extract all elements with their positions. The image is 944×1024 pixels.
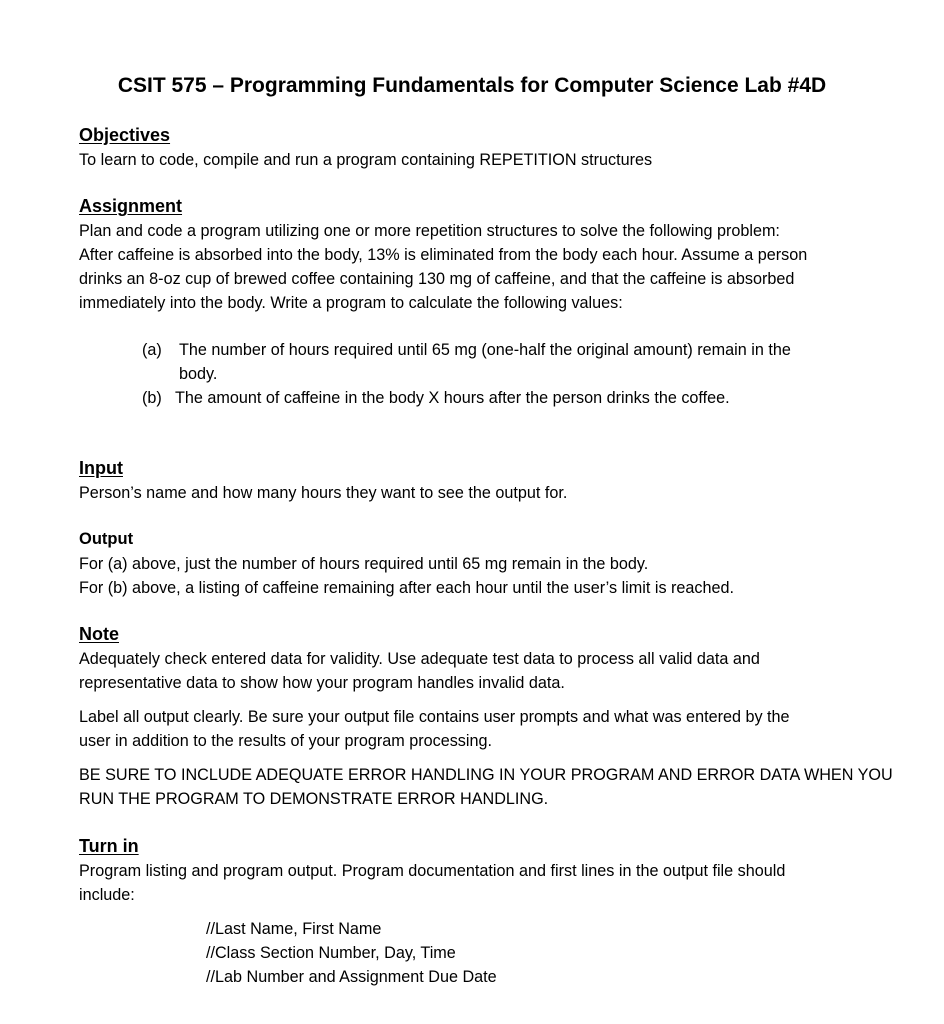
objectives-text: To learn to code, compile and run a program containing REPETITION structures bbox=[79, 151, 653, 169]
document-title: CSIT 575 – Programming Fundamentals for Computer Science Lab #4D bbox=[117, 74, 827, 97]
input-text: Person’s name and how many hours they want to see the output for. bbox=[79, 484, 568, 502]
note-p3-line-1: BE SURE TO INCLUDE ADEQUATE ERROR HANDLING IN YOUR PROGRAM AND ERROR DATA WHEN YOU bbox=[79, 766, 893, 784]
note-p1-line-2: representative data to show how your program handles invalid data. bbox=[79, 674, 565, 692]
output-line-1: For (a) above, just the number of hours required until 65 mg remain in the body. bbox=[79, 555, 649, 573]
list-item-a-line-1: The number of hours required until 65 mg (one-half the original amount) remain in the bbox=[179, 341, 791, 359]
turn-in-line-1: Program listing and program output. Program documentation and first lines in the output file should bbox=[79, 862, 786, 880]
note-p2-line-2: user in addition to the results of your program processing. bbox=[79, 732, 492, 750]
assignment-line-3: drinks an 8-oz cup of brewed coffee containing 130 mg of caffeine, and that the caffeine is absorbed bbox=[79, 270, 795, 288]
assignment-line-2: After caffeine is absorbed into the body, 13% is eliminated from the body each hour. Assume a person bbox=[79, 246, 808, 264]
note-p2-line-1: Label all output clearly. Be sure your output file contains user prompts and what was entered by the bbox=[79, 708, 790, 726]
assignment-line-1: Plan and code a program utilizing one or more repetition structures to solve the following problem: bbox=[79, 222, 780, 240]
list-item-a-label: (a) bbox=[142, 341, 162, 359]
note-heading: Note bbox=[79, 624, 119, 644]
output-heading: Output bbox=[79, 530, 134, 548]
assignment-line-4: immediately into the body. Write a program to calculate the following values: bbox=[79, 294, 623, 312]
input-heading: Input bbox=[79, 458, 123, 478]
note-p3-line-2: RUN THE PROGRAM TO DEMONSTRATE ERROR HANDLING. bbox=[79, 790, 549, 808]
code-line-name: //Last Name, First Name bbox=[206, 920, 382, 938]
turn-in-line-2: include: bbox=[79, 886, 135, 904]
assignment-heading: Assignment bbox=[79, 196, 183, 216]
output-line-2: For (b) above, a listing of caffeine remaining after each hour until the user’s limit is reached. bbox=[79, 579, 735, 597]
code-line-lab: //Lab Number and Assignment Due Date bbox=[206, 968, 497, 986]
objectives-heading: Objectives bbox=[79, 125, 171, 145]
note-p1-line-1: Adequately check entered data for validity. Use adequate test data to process all valid data and bbox=[79, 650, 760, 668]
list-item-a-line-2: body. bbox=[179, 365, 218, 383]
list-item-b-line-1: The amount of caffeine in the body X hours after the person drinks the coffee. bbox=[175, 389, 730, 407]
code-line-section: //Class Section Number, Day, Time bbox=[206, 944, 456, 962]
list-item-b-label: (b) bbox=[142, 389, 162, 407]
turn-in-heading: Turn in bbox=[79, 836, 139, 856]
